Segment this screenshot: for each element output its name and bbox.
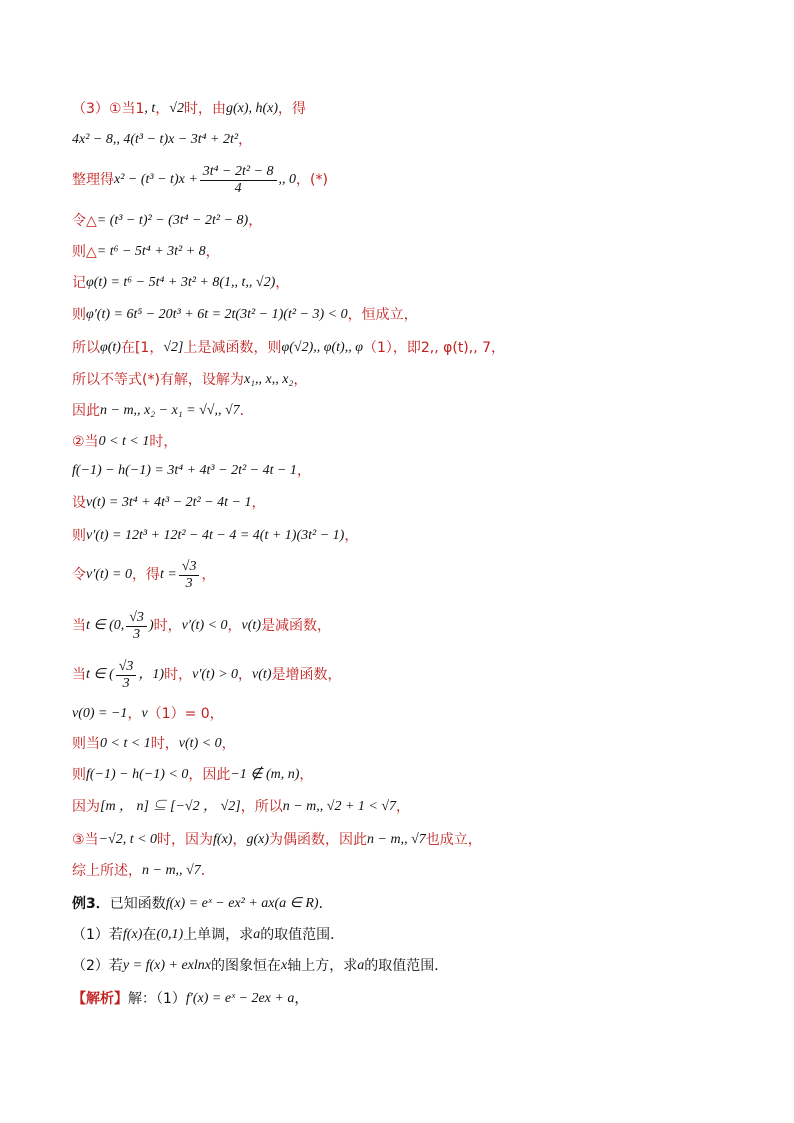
solution-line bbox=[72, 212, 734, 230]
text: 所以不等式(*)有解，设解为 bbox=[72, 372, 244, 388]
numerator: √3 bbox=[179, 559, 200, 576]
text: 已知函数 bbox=[109, 896, 166, 912]
text: 解：（1） bbox=[128, 991, 186, 1007]
analysis-label: 【解析】 bbox=[72, 991, 128, 1007]
text: （3）①当1 bbox=[72, 101, 145, 117]
text: ， bbox=[294, 991, 309, 1007]
math: v(t) bbox=[241, 618, 261, 633]
text: ， bbox=[127, 706, 142, 722]
math: x bbox=[281, 958, 288, 973]
text: ， bbox=[227, 618, 242, 634]
text: （2）若 bbox=[72, 958, 123, 974]
text: ， bbox=[296, 463, 311, 479]
question-1 bbox=[72, 926, 734, 944]
math: ,, 0 bbox=[278, 172, 297, 187]
text: 是增函数， bbox=[271, 667, 342, 683]
text: ， bbox=[293, 372, 308, 388]
text: ， bbox=[251, 495, 266, 511]
math: 4x² − 8,, 4(t³ − t)x − 3t⁴ + 2t² bbox=[72, 132, 239, 147]
text: ，得 bbox=[131, 567, 160, 583]
math: f(x) bbox=[122, 927, 143, 942]
math: = (t³ − t)² − (3t⁴ − 2t² − 8) bbox=[96, 213, 249, 228]
solution-line bbox=[72, 339, 734, 357]
math: φ(t) bbox=[100, 340, 121, 355]
text: 也成立， bbox=[425, 832, 482, 848]
math: v(t) = 3t⁴ + 4t³ − 2t² − 4t − 1 bbox=[86, 495, 252, 510]
math: v′(t) < 0 bbox=[181, 618, 228, 633]
text: 则当 bbox=[72, 736, 100, 752]
text: ，得 bbox=[278, 101, 307, 117]
text: ． bbox=[318, 896, 333, 912]
denominator: 4 bbox=[234, 180, 242, 196]
text: 为偶函数，因此 bbox=[269, 832, 368, 848]
math: g(x) bbox=[246, 832, 270, 847]
text: （1），即2,, φ(t),, 7， bbox=[362, 340, 506, 356]
text: ③当 bbox=[72, 832, 99, 848]
analysis-line bbox=[72, 990, 734, 1008]
text: ，所以 bbox=[240, 799, 283, 815]
text: 时，因为 bbox=[157, 832, 214, 848]
math: y = f(x) + exlnx bbox=[122, 958, 211, 973]
text: 因为 bbox=[72, 799, 100, 815]
math: v′(t) = 0 bbox=[86, 567, 132, 582]
text: ，恒成立， bbox=[347, 307, 418, 323]
solution-line bbox=[72, 557, 734, 593]
denominator: 3 bbox=[122, 675, 130, 691]
text: 的图象恒在 bbox=[211, 958, 281, 974]
text: 则 bbox=[72, 767, 86, 783]
math: a bbox=[357, 958, 365, 973]
text: 上是减函数，则 bbox=[183, 340, 282, 356]
text: 令 bbox=[72, 567, 86, 583]
text: ， bbox=[205, 244, 220, 260]
math: v′(t) > 0 bbox=[192, 667, 239, 682]
solution-line bbox=[72, 735, 734, 753]
solution-line bbox=[72, 131, 734, 149]
math: v(t) < 0 bbox=[178, 736, 222, 751]
math: = t⁶ − 5t⁴ + 3t² + 8 bbox=[96, 244, 206, 259]
text: 因此 bbox=[72, 403, 100, 419]
denominator: 3 bbox=[185, 575, 193, 591]
solution-line bbox=[72, 243, 734, 261]
numerator: √3 bbox=[116, 659, 137, 676]
math: v(t) bbox=[252, 667, 272, 682]
text: ， bbox=[232, 832, 247, 848]
solution-line bbox=[72, 705, 734, 723]
example-label: 例3． bbox=[72, 896, 110, 912]
text: 在[1， bbox=[120, 340, 164, 356]
solution-line bbox=[72, 657, 734, 693]
example-heading bbox=[72, 895, 734, 913]
solution-line bbox=[72, 766, 734, 784]
text: 则 bbox=[72, 528, 86, 544]
solution-line bbox=[72, 798, 734, 816]
math: f(x) = eˣ − ex² + ax(a ∈ R) bbox=[165, 896, 319, 911]
solution-line bbox=[72, 274, 734, 292]
text: 轴上方，求 bbox=[287, 958, 358, 974]
math: t ∈ ( bbox=[86, 667, 114, 682]
math: ，1) bbox=[138, 667, 165, 682]
math: √2] bbox=[163, 340, 184, 355]
text: 时， bbox=[153, 618, 182, 634]
text: ， bbox=[201, 567, 216, 583]
math: 0 < t < 1 bbox=[98, 434, 150, 449]
solution-line bbox=[72, 831, 734, 849]
text: 时， bbox=[150, 736, 179, 752]
solution-line bbox=[72, 306, 734, 324]
text: ， bbox=[344, 528, 359, 544]
text: 时， bbox=[164, 667, 193, 683]
text: 当 bbox=[72, 618, 86, 634]
solution-line bbox=[72, 162, 734, 198]
solution-line bbox=[72, 527, 734, 545]
math: φ(√2),, φ(t),, φ bbox=[281, 340, 363, 355]
math: f′(x) = eˣ − 2ex + a bbox=[185, 991, 295, 1006]
text: ， bbox=[248, 213, 263, 229]
math: x₁,, x,, x₂ bbox=[243, 372, 294, 387]
math: f(x) bbox=[213, 832, 233, 847]
math: g(x), h(x) bbox=[225, 101, 279, 116]
solution-line bbox=[72, 494, 734, 512]
text: 时， bbox=[149, 434, 178, 450]
solution-line bbox=[72, 862, 734, 880]
text: 设 bbox=[72, 495, 86, 511]
solution-line bbox=[72, 402, 734, 420]
math: −1 ∉ (m, n) bbox=[230, 767, 300, 782]
text: （1）= 0， bbox=[147, 706, 224, 722]
math: v′(t) = 12t³ + 12t² − 4t − 4 = 4(t + 1)(3t² − 1) bbox=[86, 528, 345, 543]
math: φ(t) = t⁶ − 5t⁴ + 3t² + 8(1,, t,, √2) bbox=[86, 275, 276, 290]
text: ，(*) bbox=[296, 172, 328, 188]
numerator: √3 bbox=[126, 610, 147, 627]
math: n − m,, √7 bbox=[142, 863, 201, 878]
denominator: 3 bbox=[133, 626, 141, 642]
numerator: 3t⁴ − 2t² − 8 bbox=[200, 164, 277, 181]
math: 0 < t < 1 bbox=[100, 736, 151, 751]
fraction bbox=[116, 659, 137, 692]
text: 上单调，求 bbox=[183, 927, 254, 943]
math: f(−1) − h(−1) < 0 bbox=[86, 767, 189, 782]
text: 则△ bbox=[72, 244, 97, 260]
text: 时，由 bbox=[183, 101, 226, 117]
text: ． bbox=[239, 403, 254, 419]
math: f(−1) − h(−1) = 3t⁴ + 4t³ − 2t² − 4t − 1 bbox=[72, 463, 297, 478]
solution-line bbox=[72, 462, 734, 480]
text: 的取值范围． bbox=[260, 927, 345, 943]
text: ． bbox=[200, 863, 215, 879]
text: 综上所述， bbox=[72, 863, 142, 879]
text: ， bbox=[299, 767, 314, 783]
math: v(0) = −1 bbox=[72, 706, 128, 721]
text: ，因此 bbox=[188, 767, 231, 783]
text: 是减函数， bbox=[260, 618, 331, 634]
text: ， bbox=[396, 799, 411, 815]
text: ， bbox=[221, 736, 236, 752]
math: −√2, t < 0 bbox=[98, 832, 158, 847]
math: n − m,, x₂ − x₁ = √√,, √7 bbox=[100, 403, 240, 418]
text: ， bbox=[238, 667, 253, 683]
solution-line bbox=[72, 100, 734, 118]
math: x² − (t³ − t)x + bbox=[114, 172, 198, 187]
solution-line bbox=[72, 608, 734, 644]
math: [m ， n] ⊆ [−√2 ， √2] bbox=[100, 799, 241, 814]
math: t ∈ (0, bbox=[86, 618, 125, 633]
question-2 bbox=[72, 957, 734, 975]
math: (0,1) bbox=[156, 927, 184, 942]
text: 令△ bbox=[72, 213, 97, 229]
text: ②当 bbox=[72, 434, 99, 450]
text: 则 bbox=[72, 307, 86, 323]
text: ， bbox=[275, 275, 290, 291]
text: ， bbox=[155, 101, 170, 117]
text: 当 bbox=[72, 667, 86, 683]
text: 整理得 bbox=[72, 172, 114, 188]
text: ， bbox=[238, 132, 253, 148]
text: 在 bbox=[142, 927, 157, 943]
math: n − m,, √7 bbox=[367, 832, 426, 847]
solution-line bbox=[72, 433, 734, 451]
math: n − m,, √2 + 1 < √7 bbox=[282, 799, 397, 814]
math: v bbox=[141, 706, 148, 721]
text: （1）若 bbox=[72, 927, 123, 943]
text: 所以 bbox=[72, 340, 100, 356]
text: 记 bbox=[72, 275, 86, 291]
math: ) bbox=[148, 618, 154, 633]
fraction bbox=[200, 164, 277, 197]
solution-line bbox=[72, 371, 734, 389]
math: φ′(t) = 6t⁵ − 20t³ + 6t = 2t(3t² − 1)(t² − 3) < 0 bbox=[86, 307, 348, 322]
math: , t bbox=[144, 101, 156, 116]
text: 的取值范围． bbox=[364, 958, 449, 974]
fraction bbox=[179, 559, 200, 592]
math: √2 bbox=[169, 101, 184, 116]
math: t = bbox=[159, 567, 177, 582]
math: a bbox=[253, 927, 261, 942]
fraction bbox=[126, 610, 147, 643]
